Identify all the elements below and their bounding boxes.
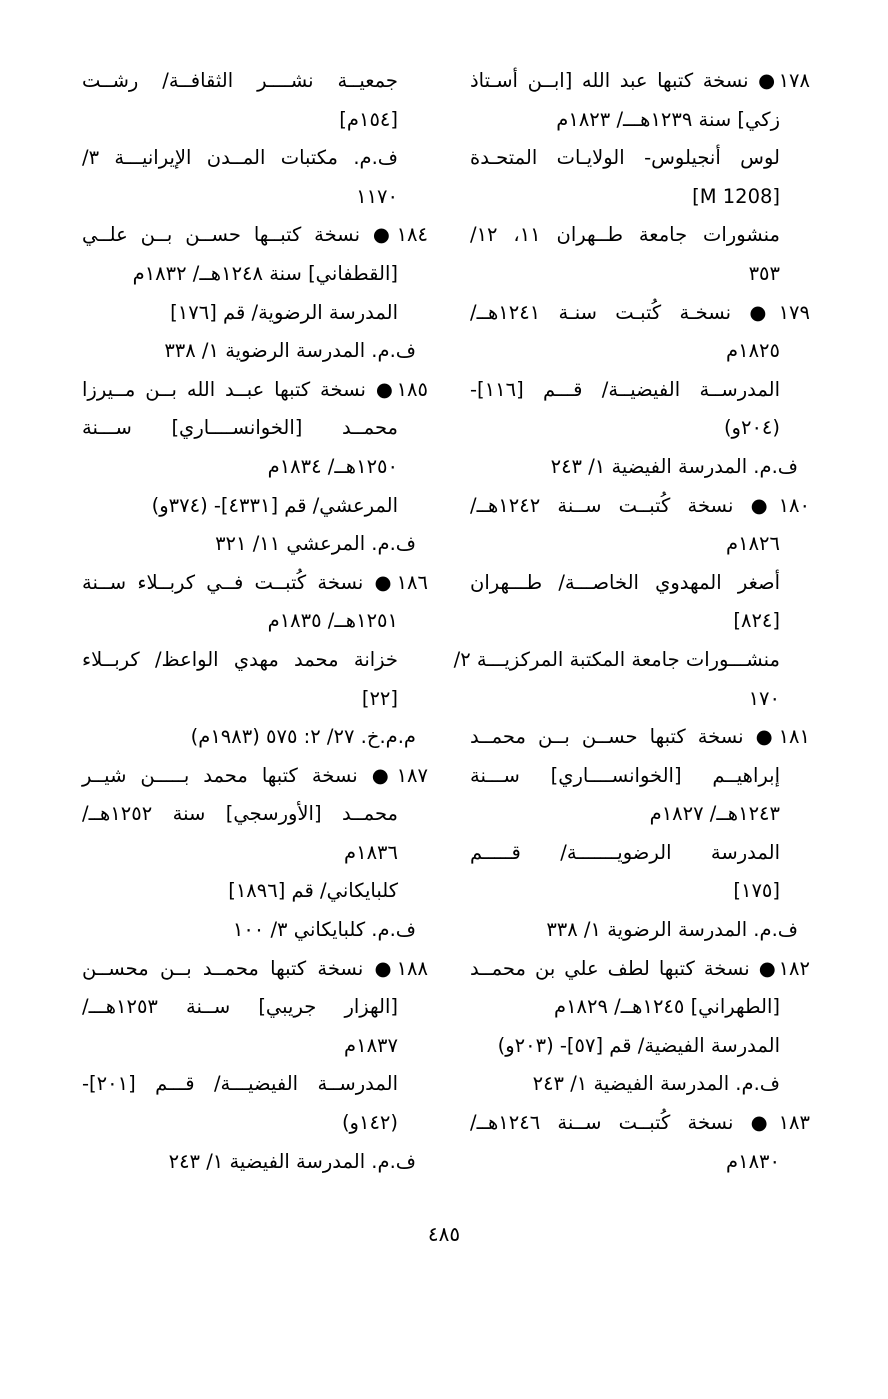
text-line: ١٧٩● نسخـة كُتبـت سنـة ١٢٤١هــ/ (470, 300, 810, 324)
text-line: [١٥٤م] (339, 107, 398, 131)
text-line: [١٧٥] (733, 879, 780, 903)
text-line: زكي] سنة ١٢٣٩هـــ/ ١٨٢٣م (556, 107, 780, 131)
text-line: كلبايكاني/ قم [١٨٩٦] (228, 879, 398, 903)
text-line: ١٨٢٥م (726, 339, 780, 363)
text-line: ف.م. كلبايكاني ٣/ ١٠٠ (232, 918, 416, 942)
text-line: م.م.خ. ٢٧/ ٢: ٥٧٥ (١٩٨٣م) (190, 725, 416, 749)
text-line: لوس أنجيلوس- الولايـات المتحـدة (470, 146, 780, 170)
text-line: ١٨٣٦م (344, 840, 398, 864)
text-line: ١٨٣٠م (726, 1149, 780, 1173)
text-line: ف.م. المدرسة الفيضية ١/ ٢٤٣ (168, 1149, 416, 1173)
right-column (453, 62, 810, 1181)
text-line: المدرسة الرضوية/ قم [١٧٦] (170, 300, 398, 324)
text-line: ٣٥٣ (748, 261, 780, 285)
text-line: ١٨٦● نسخة كُتبــت فــي كربــلاء ســنة (82, 570, 428, 594)
text-line: ١٨٧● نسخة كتبها محمد بـــــن شيــر (82, 763, 428, 787)
text-line: المدرســة الفيضيـــة/ قـــم [٢٠١]- (82, 1072, 398, 1096)
text-line: المدرسة الفيضية/ قم [٥٧]- (٢٠٣و) (497, 1033, 780, 1057)
text-line: ١٢٤٣هــ/ ١٨٢٧م (649, 802, 780, 826)
text-line: [الهزار جريبي] ســنة ١٢٥٣هـــ/ (82, 995, 398, 1019)
text-line: أصغر المهدوي الخاصـــة/ طـــهران (470, 570, 780, 594)
text-line: ١٨٣● نسخة كُتبــت ســنة ١٢٤٦هــ/ (470, 1111, 810, 1135)
text-line: المرعشي/ قم [٤٣٣١]- (٣٧٤و) (151, 493, 398, 517)
text-line: المدرسة الرضويـــــــة/ قـــــم (470, 840, 780, 864)
text-line: ف.م. مكتبات المــدن الإيرانيـــة ٣/ (82, 146, 398, 170)
text-line: (١٤٢و) (341, 1111, 398, 1135)
text-line: محمــد [الأورسجي] سنة ١٢٥٢هــ/ (82, 802, 398, 826)
left-column (82, 62, 428, 1181)
text-line: [٨٢٤] (733, 609, 780, 633)
text-line: ١٢٥٠هــ/ ١٨٣٤م (267, 454, 398, 478)
text-line: ١٨٢٦م (726, 532, 780, 556)
text-line: ١٨٥● نسخة كتبها عبــد الله بــن مــيرزا (82, 377, 428, 401)
text-line: ١٨٣٧م (344, 1033, 398, 1057)
text-line: خزانة محمد مهدي الواعظ/ كربــلاء (82, 647, 398, 671)
text-line: محمــد [الخوانســــاري] ســـنة (82, 416, 398, 440)
text-line: منشـــورات جامعة المكتبة المركزيـــة ٢/ (453, 647, 780, 671)
text-line: ١٨٢● نسخة كتبها لطف علي بن محمــد (470, 956, 810, 980)
text-line: (٢٠٤و) (723, 416, 780, 440)
text-line: ١١٧٠ (356, 184, 398, 208)
text-line: ف.م. المدرسة الفيضية ١/ ٢٤٣ (532, 1072, 780, 1096)
text-line: منشورات جامعة طــهران ١١، ١٢/ (470, 223, 780, 247)
text-line: [القطفاني] سنة ١٢٤٨هــ/ ١٨٣٢م (132, 261, 398, 285)
text-line: ١٨١● نسخة كتبها حســن بــن محمــد (470, 725, 810, 749)
text-line: ١٨٤● نسخة كتبــها حســن بــن علــي (82, 223, 428, 247)
text-line: [الطهراني] ١٢٤٥هــ/ ١٨٢٩م (554, 995, 780, 1019)
text-line: ١٢٥١هــ/ ١٨٣٥م (267, 609, 398, 633)
text-line: إبراهيــم [الخوانســــاري] ســـنة (470, 763, 780, 787)
page-number: ٤٨٥ (427, 1222, 461, 1246)
text-line: ١٧٠ (748, 686, 780, 710)
text-line: ف.م. المدرسة الرضوية ١/ ٣٣٨ (164, 339, 416, 363)
text-line: [٢٢] (361, 686, 398, 710)
text-line: ١٨٠● نسخة كُتبــت ســنة ١٢٤٢هــ/ (470, 493, 810, 517)
text-line: ١٧٨● نسخة كتبها عبد الله [ابــن أسـتاذ (470, 69, 810, 92)
text-line: [M 1208] (692, 184, 780, 208)
text-line: ف.م. المدرسة الرضوية ١/ ٣٣٨ (546, 918, 798, 942)
text-line: ف.م. المدرسة الفيضية ١/ ٢٤٣ (550, 454, 798, 478)
text-line: المدرســة الفيضيــة/ قـــم [١١٦]- (470, 377, 780, 401)
text-line: ١٨٨● نسخة كتبها محمــد بــن محســن (82, 956, 428, 980)
text-line: جمعيــة نشــــر الثقافــة/ رشــت (82, 69, 398, 92)
text-line: ف.م. المرعشي ١١/ ٣٢١ (215, 532, 416, 556)
